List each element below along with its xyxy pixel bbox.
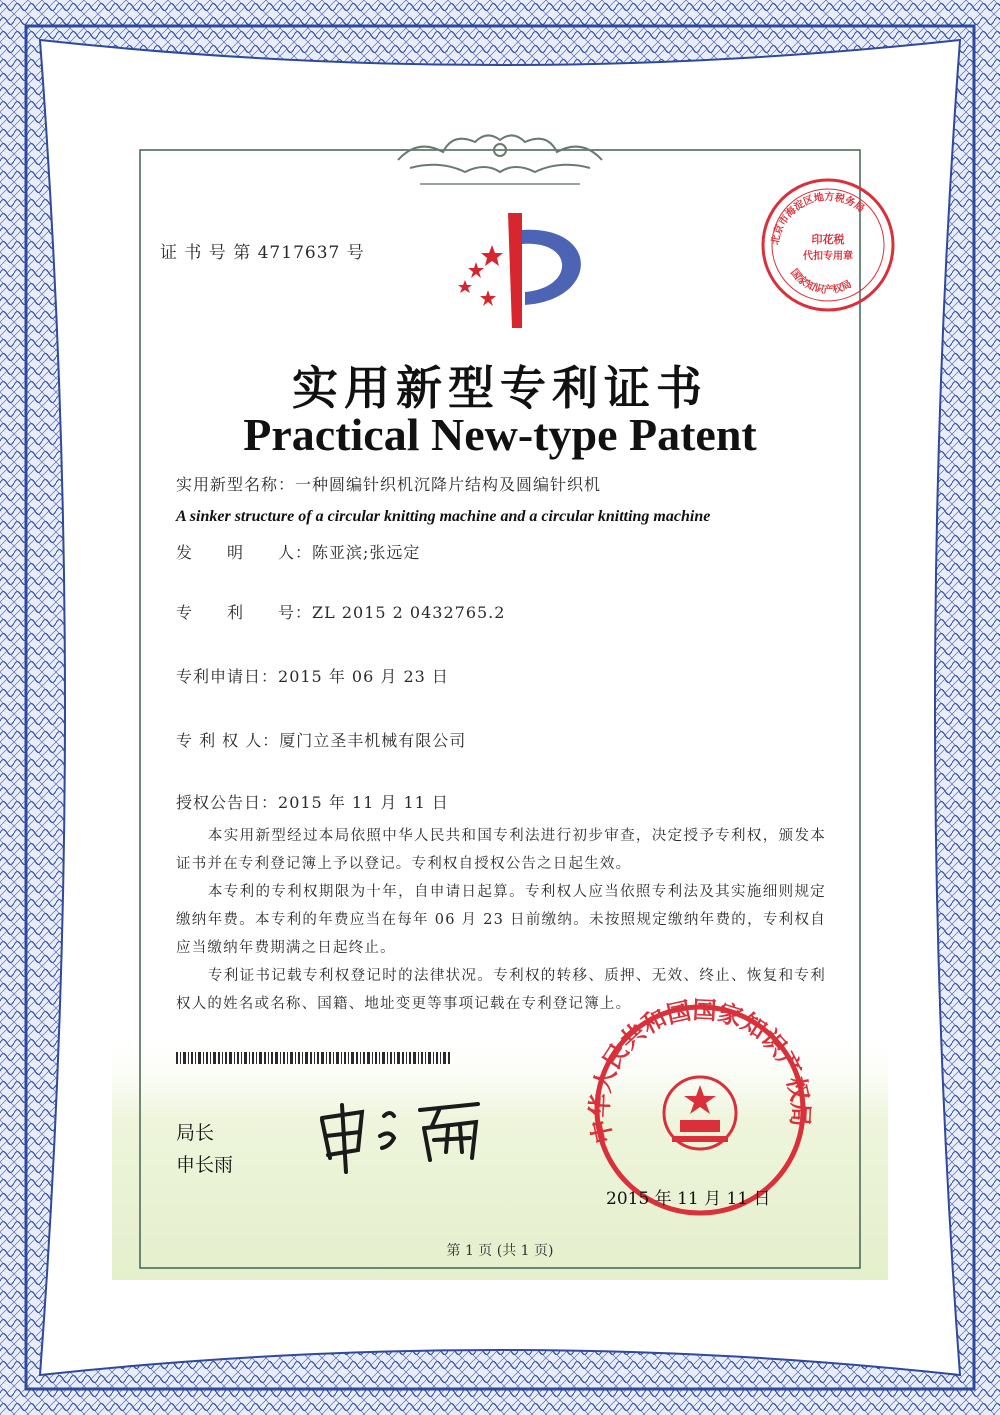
- svg-text:中华人民共和国国家知识产权局: 中华人民共和国国家知识产权局: [585, 996, 815, 1147]
- field-value: 2015 年 06 月 23 日: [278, 667, 449, 686]
- field-inventor: [176, 540, 420, 563]
- field-patent-number: [176, 600, 505, 623]
- page-title: 实用新型专利证书: [292, 361, 708, 415]
- svg-text:代扣专用章: 代扣专用章: [803, 251, 853, 262]
- field-utility-name: [176, 472, 601, 495]
- field-value: ZL 2015 2 0432765.2: [312, 603, 506, 622]
- seal-date: 2015 年 11 月 11 日: [606, 1189, 771, 1209]
- svg-text:北京市海淀区地方税务局: 北京市海淀区地方税务局: [770, 191, 867, 246]
- field-label: 授权公告日：: [176, 793, 279, 812]
- field-announcement-date: [176, 790, 449, 813]
- field-label: 专 利 号：: [176, 603, 313, 622]
- field-filing-date: [176, 664, 449, 687]
- field-label: 实用新型名称：: [176, 475, 296, 494]
- field-value: 厦门立圣丰机械有限公司: [279, 731, 467, 750]
- svg-text:印花税: 印花税: [811, 233, 845, 246]
- field-label: 发 明 人：: [176, 543, 313, 562]
- body-paragraph: 专利证书记载专利权登记时的法律状况。专利权的转移、质押、无效、终止、恢复和专利权人的姓名或名称、国籍、地址变更等事项记载在专利登记簿上。: [176, 968, 826, 1012]
- svg-text:国家知识产权局: 国家知识产权局: [788, 267, 854, 296]
- certificate-number: 证 书 号 第 4717637 号: [160, 243, 365, 263]
- field-value: 一种圆编针织机沉降片结构及圆编针织机: [295, 475, 602, 494]
- director-title: 局长: [176, 1122, 215, 1144]
- utility-name-english: A sinker structure of a circular knitting machine and a circular knitting machine: [176, 508, 711, 525]
- field-label: 专 利 权 人：: [176, 731, 280, 750]
- field-patentee: [176, 728, 466, 751]
- body-paragraph: 本专利的专利权期限为十年，自申请日起算。专利权人应当依照专利法及其实施细则规定缴纳年费。本专利的年费应当在每年 06 月 23 日前缴纳。未按照规定缴纳年费的，专利权自应当缴纳年费期满之日起终止。: [176, 884, 826, 956]
- page-number: 第 1 页 (共 1 页): [446, 1243, 554, 1259]
- certificate-body: [176, 822, 826, 1018]
- director-name: 申长雨: [176, 1154, 234, 1176]
- field-value: 陈亚滨;张远定: [312, 543, 421, 562]
- field-value: 2015 年 11 月 11 日: [278, 793, 449, 812]
- body-paragraph: 本实用新型经过本局依照中华人民共和国专利法进行初步审查，决定授予专利权，颁发本证书并在专利登记簿上予以登记。专利权自授权公告之日起生效。: [176, 828, 826, 872]
- page-title-english: Practical New-type Patent: [243, 409, 757, 460]
- field-label: 专利申请日：: [176, 667, 279, 686]
